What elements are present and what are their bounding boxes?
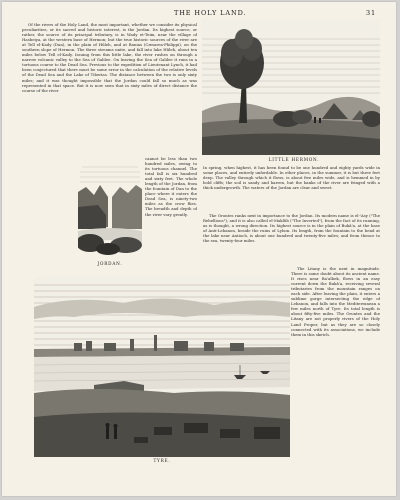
tyre-illustration [34, 277, 290, 457]
jordan-continued-paragraph: cannot be less than two hundred miles, owing to its tortuous channel. The total fall is six hundred and sixty feet. The whole length of the Jordan, from the fountain of Dan to the place where it enters the Dead Sea, is ninety-two miles as the crow flies. The breadth and depth of the river vary greatly. [145, 156, 197, 217]
book-page [2, 2, 396, 496]
little-hermon-caption: LITTLE HERMON. [268, 157, 320, 162]
little-hermon-illustration [202, 19, 380, 155]
jordan-caption: JORDAN. [97, 261, 123, 266]
jordan-spring-paragraph: In spring, when highest, it has been found to be one hundred and eighty yards wide in some places, and entirely unfordable. In other places, in the summer, it is but three feet deep. The valley through which it flows, is about five miles wide, and is hemmed in by bold cliffs; the soil is sandy and barren, but the banks of the river are fringed with a thick undergrowth. The waters of the Jordan are clear and sweet. [203, 165, 380, 191]
running-header [2, 9, 396, 19]
right-top-text [203, 165, 380, 211]
page-number: 31 [366, 9, 377, 17]
right-litany-text [291, 266, 380, 474]
tyre-caption: TYRE. [153, 458, 171, 463]
left-column-text [22, 22, 197, 155]
orontes-paragraph: The Orontes ranks next in importance to the Jordan. Its modern name is el-'Asy ("The Rebellious"); and it is also called el-Maklûb ("The Inverted"), from the fact of its running, as is thought, a wrong direction. Its highest source is in the plain of Bukâ'a, at the base of Anti-Lebanon, beside the ruins of Lybon. Its length, from the fountain to the bend at the lake near Antioch, is about one hundred and twenty-five miles; and from thence to the sea, twenty-four miles. [203, 213, 380, 244]
left-wrap-text [145, 156, 197, 290]
right-orontes-text [203, 213, 380, 265]
jordan-illustration [78, 157, 142, 260]
jordan-paragraph: Of the rivers of the Holy Land, the most important, whether we consider its physical peculiarities, or its sacred and historic interest, is the Jordan. Its highest source, or rather, the source of its principal tributary, is in Wady et-Teim, near the village of Hasbeiya, at the western base of Hermon; but the true historic sources of the river are at Tell el-Kady (Dan), in the plain of Hûleh, and at Banias (Cæsarea-Philippi), on the southern slope of Hermon. The three streams unite, and fall into lake Hûleh, about ten miles below Tell el-Kady. Issuing from this little lake, the river rushes on through a narrow volcanic valley to the Sea of Galilee. On leaving the Sea of Galilee it runs in a tortuous course to the Dead Sea. Previous to the expedition of Lieutenant Lynch, it had been conjectured that there must be some error in the calculation of the relative levels of the Dead Sea and the Lake of Tiberias. The distance between the two is only sixty miles; and it was thought impossible that the Jordan could fall so much as was represented in that space. But it is now seen that in sixty miles of direct distance the course of the river [22, 22, 197, 93]
page-title: THE HOLY LAND. [174, 9, 247, 17]
litany-paragraph: The Litany is the next in magnitude. There is some doubt about its ancient name. It rises near Ba'albek, flows in an easy current down the Bukâ'a, receiving several tributaries from the mountain ranges on each side. After leaving the plain, it enters a sublime gorge intersecting the edge of Lebanon, and falls into the Mediterranean a few miles north of Tyre. Its total length is about fifty-five miles. The Orontes and the Litany are not properly rivers of the Holy Land Proper, but as they are so closely connected with its associations, we include them in this sketch. [291, 266, 380, 337]
